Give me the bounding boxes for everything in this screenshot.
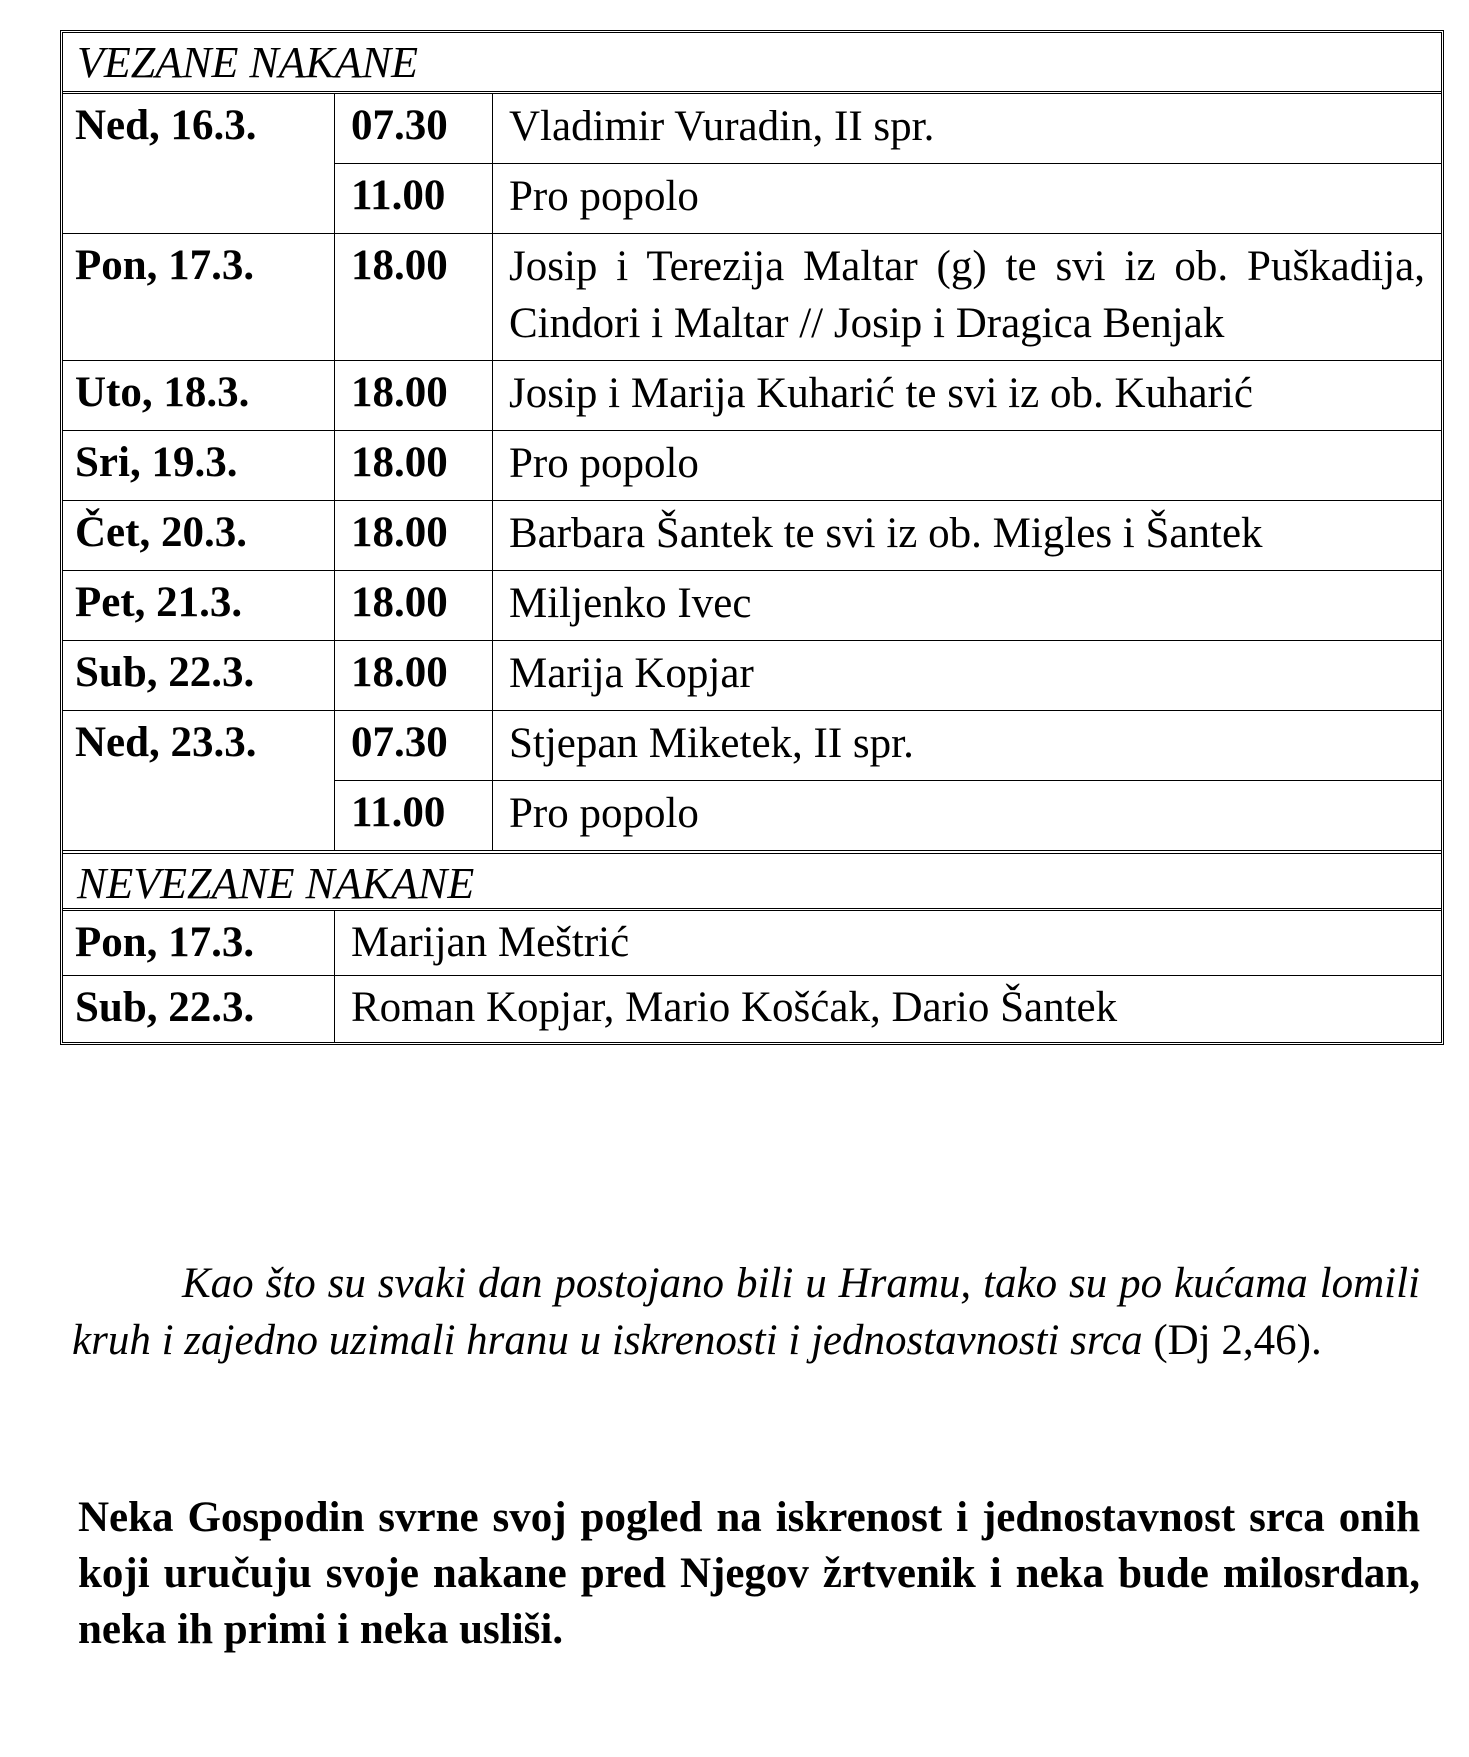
time-cell: 07.30 <box>335 711 493 780</box>
vezane-heading: VEZANE NAKANE <box>77 38 418 87</box>
mass-row <box>335 501 1441 570</box>
mass-row <box>335 641 1441 710</box>
day-cell: Pon, 17.3. <box>63 911 335 975</box>
nevezane-row <box>63 975 1441 1042</box>
mass-row <box>335 163 1441 233</box>
quote-text: Kao što su svaki dan postojano bili u Hramu, tako su po kućama lomili kruh i zajedno uzimali hranu u iskrenosti i jednostavnosti srca <box>72 1260 1420 1364</box>
day-cell: Sub, 22.3. <box>63 976 335 1042</box>
time-cell: 18.00 <box>335 501 493 570</box>
intention-cell: Josip i Marija Kuharić te svi iz ob. Kuharić <box>509 370 1253 417</box>
closing-prayer: Neka Gospodin svrne svoj pogled na iskrenost i jednostavnost srca onih koji uručuju svoje nakane pred Njegov žrtvenik i neka bude milosrdan, neka ih primi i neka usliši. <box>78 1494 1420 1653</box>
scripture-quote <box>72 1255 1420 1369</box>
vezane-header-row <box>63 33 1441 91</box>
mass-intentions-table <box>60 30 1444 1045</box>
mass-row <box>335 431 1441 500</box>
intention-cell: Marijan Meštrić <box>351 919 630 966</box>
time-cell: 18.00 <box>335 431 493 500</box>
intention-cell: Roman Kopjar, Mario Košćak, Dario Šantek <box>351 984 1118 1031</box>
nevezane-body <box>63 908 1441 1042</box>
day-row <box>63 360 1441 430</box>
intention-cell: Pro popolo <box>509 790 699 837</box>
mass-row <box>335 234 1441 360</box>
day-cell: Pet, 21.3. <box>63 571 335 640</box>
vezane-body <box>63 91 1441 850</box>
intention-cell: Vladimir Vuradin, II spr. <box>509 103 935 150</box>
intention-cell: Pro popolo <box>509 440 699 487</box>
day-row <box>63 570 1441 640</box>
intention-cell: Marija Kopjar <box>509 650 754 697</box>
mass-row <box>335 94 1441 163</box>
nevezane-header-row <box>63 850 1441 908</box>
day-row <box>63 430 1441 500</box>
time-cell: 07.30 <box>335 94 493 163</box>
time-cell: 11.00 <box>335 164 493 233</box>
mass-row <box>335 780 1441 850</box>
mass-row <box>335 711 1441 780</box>
day-row <box>63 91 1441 233</box>
intention-cell: Josip i Terezija Maltar (g) te svi iz ob. Puškadija, Cindori i Maltar // Josip i Dragica Benjak <box>509 243 1425 347</box>
time-cell: 18.00 <box>335 571 493 640</box>
nevezane-row <box>63 908 1441 975</box>
day-row <box>63 233 1441 360</box>
day-cell: Uto, 18.3. <box>63 361 335 430</box>
quote-reference: (Dj 2,46). <box>1142 1317 1322 1364</box>
day-cell: Sub, 22.3. <box>63 641 335 710</box>
intention-cell: Stjepan Miketek, II spr. <box>509 720 914 767</box>
intention-cell: Barbara Šantek te svi iz ob. Migles i Šantek <box>509 510 1263 557</box>
day-cell: Pon, 17.3. <box>63 234 335 360</box>
time-cell: 11.00 <box>335 781 493 850</box>
time-cell: 18.00 <box>335 234 493 360</box>
mass-row <box>335 361 1441 430</box>
nevezane-heading: NEVEZANE NAKANE <box>77 859 475 908</box>
mass-row <box>335 571 1441 640</box>
day-cell: Čet, 20.3. <box>63 501 335 570</box>
day-cell: Sri, 19.3. <box>63 431 335 500</box>
day-row <box>63 710 1441 850</box>
day-row <box>63 640 1441 710</box>
intention-cell: Pro popolo <box>509 173 699 220</box>
day-row <box>63 500 1441 570</box>
intention-cell: Miljenko Ivec <box>509 580 752 627</box>
time-cell: 18.00 <box>335 641 493 710</box>
day-cell: Ned, 16.3. <box>63 94 335 233</box>
day-cell: Ned, 23.3. <box>63 711 335 850</box>
time-cell: 18.00 <box>335 361 493 430</box>
